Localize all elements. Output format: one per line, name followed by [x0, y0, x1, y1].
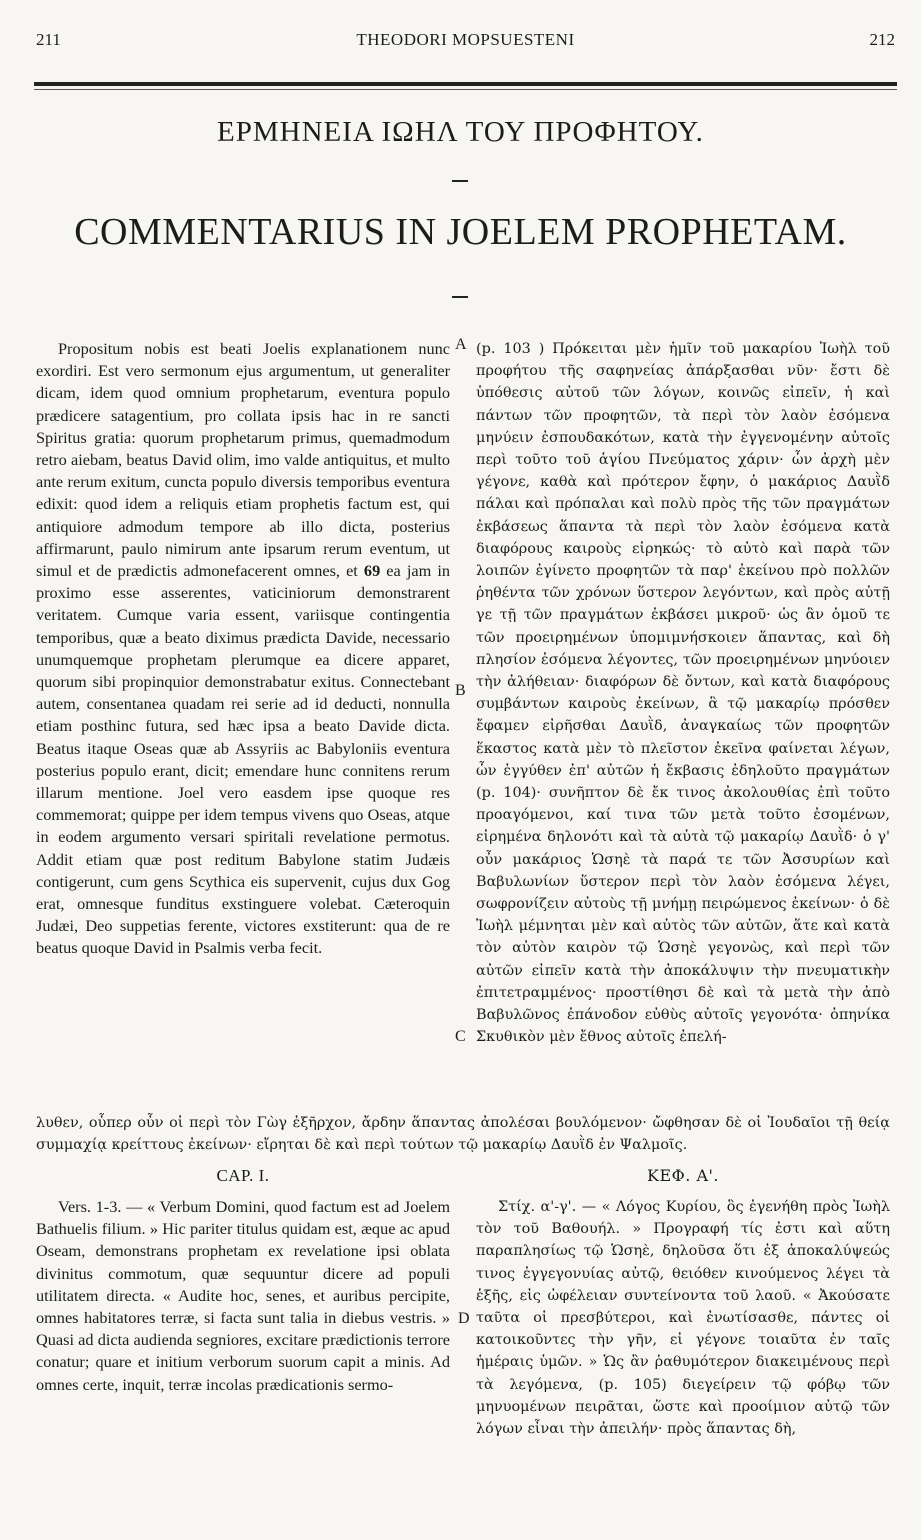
title-divider — [452, 296, 468, 298]
margin-marker-c: C — [455, 1028, 466, 1045]
running-header — [36, 30, 895, 54]
latin-verse-paragraph — [36, 1196, 450, 1396]
greek-title: ΕΡΜΗΝΕΙΑ ΙΩΗΛ ΤΟΥ ΠΡΟΦΗΤΟΥ. — [217, 116, 704, 148]
greek-intro-column — [476, 338, 890, 1049]
margin-marker-a: A — [455, 336, 467, 353]
page-number-right: 212 — [869, 30, 895, 49]
greek-verse-label: Στίχ. α'-γ'. — [498, 1199, 577, 1215]
latin-chapter-heading: CAP. I. — [216, 1166, 270, 1185]
running-title: THEODORI MOPSUESTENI — [356, 30, 575, 49]
latin-title: COMMENTARIUS IN JOELEM PROPHETAM. — [74, 211, 847, 253]
page-number-left: 211 — [36, 30, 61, 49]
header-rule — [34, 82, 897, 86]
greek-intro-full-width: λυθεν, οὗπερ οὖν οἱ περὶ τὸν Γὼγ ἐξῆρχον, ἄρδην ἅπαντας ἀπολέσαι βουλόμενον· ὤφθησαν δὲ οἱ Ἰουδαῖοι τῇ θείᾳ συμμαχίᾳ κρείττους ἐκείνων· εἴρηται δὲ καὶ περὶ τούτων τῷ μακαρίῳ Δαυῒδ ἐν Ψαλμοῖς. — [36, 1115, 890, 1154]
header-rule-thin — [34, 89, 897, 90]
greek-intro-paragraph: (p. 103 ) Πρόκειται μὲν ἡμῖν τοῦ μακαρίου Ἰωὴλ τοῦ προφήτου τῆς σαφηνείας ἀπάρξασθαι νῦν· ἔστι δὲ ὑπόθεσις αὐτοῦ τῶν λόγων, κοινῶς εἰπεῖν, ἡ καὶ πάντων τῶν προφητῶν, τὰ περὶ τὸν λαὸν ἐσόμενα μηνύειν ἐσπουδακότων, κατὰ τὴν ἐγγενομένην αὐτοῖς περὶ τοῦτο τοῦ ἁγίου Πνεύματος χάριν· ὧν ἀρχὴ μὲν γέγονε, καθὰ καὶ πρότερον ἔφην, ὁ μακάριος Δαυῒδ πάλαι καὶ πρόπαλαι καὶ πολὺ πρὸς τῆς τῶν πραγμάτων ἐκβάσεως ἅπαντα τὰ περὶ τὸν λαὸν ἐσόμενα κατὰ διαφόρους καιροὺς εἰρηκώς· τὸ αὐτὸ καὶ παρὰ τῶν λοιπῶν ἐγίνετο προφητῶν τὰ παρ' ἐκείνου πρὸ πολλῶν ῥηθέντα τῶν χρόνων ὕστερον λεγόντων, καὶ πρὸς αὐτῇ γε τῇ τῶν πραγμάτων ἐκβάσει μικροῦ· ὡς ἂν ὁμοῦ τε τῶν προειρημένων ὑπομιμνήσκοιεν ἅπαντας, καὶ δὴ πλησίον ἐσόμενα λέγοντες, τῶν προειρημένων μηνύοιεν τὴν ἀλήθειαν· διαφόρων δὲ ὄντων, καὶ κατὰ διαφόρους συμβάντων καιροὺς ἐκείνων, ἃ τῷ μακαρίῳ πρόσθεν ἔφαμεν εἰρῆσθαι Δαυῒδ, ἀναγκαίως τῶν προφητῶν ἕκαστος κατὰ μὲν τὸ πλεῖστον ἐκεῖνα φαίνεται λέγων, ὧν ἐγγύθεν ἐπ' αὐτῶν ἡ ἔκβασις ἐδηλοῦτο πραγμάτων (p. 104)· συνῆπτον δὲ ἔκ τινος ἀκολουθίας ἐπὶ τοῦτο προαγόμενοι, καί τινα τῶν μετὰ τοῦτο ἐσομένων, εἰρημένα δηλονότι καὶ τὰ αὐτὰ τῷ μακαρίῳ Δαυῒδ· ὁ γ' οὖν μακάριος Ὡσηὲ τὰ παρά τε τῶν Ἀσσυρίων καὶ Βαβυλωνίων ὕστερον περὶ τὸν λαὸν ἐσόμενα λέγει, σωφρονίζειν αὐτοὺς τῇ μνήμῃ πειρώμενος ἐκείνων· ὁ δὲ Ἰωὴλ μέμνηται μὲν καὶ αὐτὸς τῶν αὐτῶν, ἅτε καὶ κατὰ τὸν αὐτὸν καιρὸν τῷ Ὡσηὲ γεγονὼς, καὶ περὶ τῶν αὐτῶν εἰπεῖν κατὰ τὴν ἀποκάλυψιν τὴν πνευματικὴν ἐπιτετραμμένος· προστίθησι δὲ καὶ τὰ μετὰ τὴν ἀπὸ Βαβυλῶνος ἐπάνοδον εὐθὺς αὐτοῖς γεγονότα· ὁπηνίκα Σκυθικὸν μὲν ἔθνος αὐτοῖς ἐπελή- — [476, 341, 890, 1046]
latin-chapter-column — [36, 1196, 450, 1396]
title-divider — [452, 180, 468, 182]
latin-verse-text: — « Verbum Domini, quod factum est ad Joelem Bathuelis filium. » Hic pariter titulus quidam est, æque ac apud Oseam, demonstrans prophetam ex revelatione ipsi oblata divinitus commotum, quæ sequuntur dicere ad populi utilitatem directa. « Audite hoc, senes, et auribus percipite, omnes habitatores terræ, si facta sunt talia in diebus vestris. » Quasi ad dicta audienda segniores, excitare prædictionis terrore conatur; quare et initium verborum suorum capit a minis. Ad omnes certe, inquit, terræ incolas prædicationis sermo- — [36, 1197, 450, 1394]
latin-intro-column — [36, 338, 450, 960]
margin-marker-b: B — [455, 682, 466, 699]
latin-intro-paragraph — [36, 338, 450, 960]
margin-marker-d: D — [458, 1310, 470, 1327]
latin-intro-text: Propositum nobis est beati Joelis explanationem nunc exordiri. Est vero sermonum ejus argumentum, ut generaliter dicam, idem quod omnium prophetarum, eventura populo prædicere satagentium, pro collata ipsis hac in re sancti Spiritus gratia: quorum prophetarum primus, quemadmodum retro aiebam, beatus David olim, imo valde antiquitus, et multo ante rerum exitum, cuncta populo diversis temporibus eventura edixit: quod idem a reliquis etiam prophetis factum est, qui antiquiore admodum tempore ab illo dicta, posterius affirmarunt, paulo nimirum ante ipsarum rerum eventum, ut simul et de prædictis admonefacerent omnes, et — [36, 339, 450, 581]
greek-verse-text: — « Λόγος Κυρίου, ὃς ἐγενήθη πρὸς Ἰωὴλ τὸν τοῦ Βαθουήλ. » Προγραφή τίς ἐστι καὶ αὕτη παραπλησίως τῷ Ὡσηὲ, δηλοῦσα ὅτι ἐξ ἀποκαλύψεώς τινος ἐγγεγονυίας αὐτῷ, θειόθεν κινούμενος λέγει τὰ ἑξῆς, εἰς ὠφέλειαν συντείνοντα τοῦ λαοῦ. « Ἀκούσατε ταῦτα οἱ πρεσβύτεροι, καὶ ἐνωτίσασθε, πάντες οἱ κατοικοῦντες τὴν γῆν, εἰ γέγονε τοιαῦτα ἐν ταῖς ἡμέραις ὑμῶν. » Ὡς ἂν ῥαθυμότερον διακειμένους περὶ τὰ λεγόμενα, (p. 105) διεγείρειν τῷ φόβῳ τῶν μηνυομένων πειρᾶται, ὥστε καὶ προοίμιον αὐτῷ τῶν λόγων εἶναι τὴν ἀπειλήν· πρὸς ἅπαντας δὴ, — [476, 1199, 890, 1438]
greek-chapter-heading: ΚΕΦ. Α'. — [647, 1166, 719, 1185]
column-number: 69 — [363, 561, 381, 581]
latin-intro-text-continued: ea jam in proximo esse asserentes, vaticiniorum demonstrarent veritatem. Cumque varia essent, variisque contingentia temporibus, quæ a beato diximus prædicta Davide, necessario unumquemque prophetam plerumque ea dicere apparet, quorum sibi propinquior demonstrabatur exitus. Connectebant autem, consentanea quadam rei serie ad id deducti, nonnulla etiam posthinc futura, sed hæc ipsa a beato Davide dicta. Beatus itaque Oseas quæ ab Assyriis ac Babyloniis eventura posterius populo erant, dicit; emendare hunc connitens rerum illarum mentione. Joel vero easdem ipse quoque res commemorat; quippe per idem tempus vivens quo Oseas, atque in eodem argumento versari spiritali revelatione permotus. Addit etiam quæ post reditum Babylone statim Judæis contigerunt, cum gens Scythica eis supervenit, cujus dux Gog erat, omnesque funditus exstinguere volebat. Cæteroquin Judæi, Deo suppetias ferente, victores exstiterunt: qua de re beatus quoque David in Psalmis verba fecit. — [36, 561, 451, 958]
latin-verse-label: Vers. 1-3. — [58, 1197, 122, 1216]
greek-chapter-column — [476, 1196, 890, 1440]
greek-verse-paragraph — [476, 1196, 890, 1440]
